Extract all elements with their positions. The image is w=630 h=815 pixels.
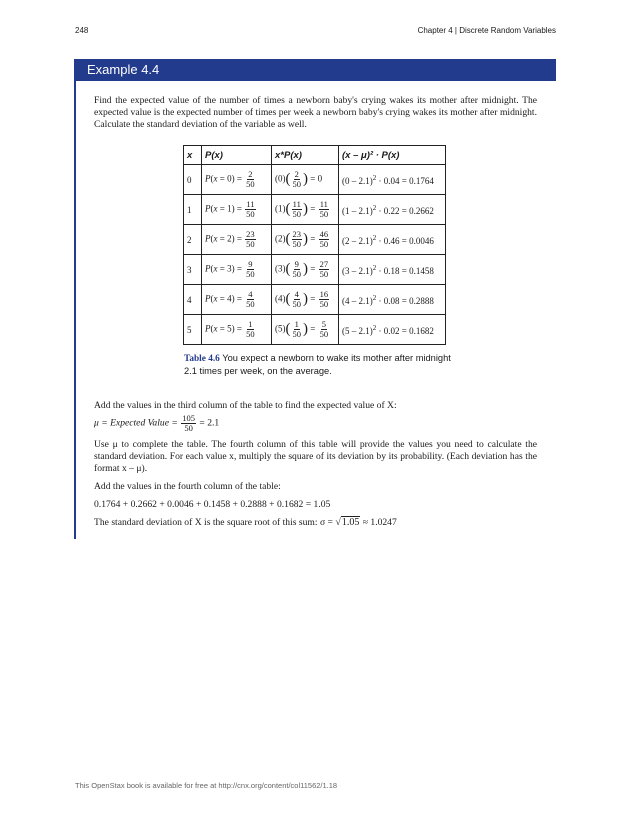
- expected-value-table: [183, 145, 446, 345]
- deviation-cell: (0 – 2.1)$^2$ · 0.04 = 0.1764: [339, 165, 446, 195]
- deviation-cell: (2 – 2.1)$^2$ · 0.46 = 0.0046: [339, 225, 446, 255]
- xpx-cell: (0)( $\frac{2}{50}$ ) = 0: [272, 165, 339, 195]
- table-header-cell: P(x): [202, 146, 272, 165]
- deviation-cell: (4 – 2.1)$^2$ · 0.08 = 0.2888: [339, 285, 446, 315]
- x-cell: 1: [184, 195, 202, 225]
- standard-deviation-line: [94, 517, 537, 529]
- x-cell: 0: [184, 165, 202, 195]
- table-row: [184, 315, 446, 345]
- xpx-cell: (4)( $\frac{4}{50}$ ) = $\frac{16}{50}$: [272, 285, 339, 315]
- table-row: [184, 165, 446, 195]
- table-row: [184, 225, 446, 255]
- mu-rhs: = 2.1: [199, 417, 220, 429]
- problem-text: Find the expected value of the number of times a newborn baby's crying wakes its mother after midnight. The expected value is the expected number of times per week a newborn baby's crying wakes its mother after midnight. Calculate the standard deviation of the variable as well.: [94, 95, 537, 130]
- problem-statement: [94, 95, 537, 131]
- px-cell: P(x = 3) = $\frac{9}{50}$: [202, 255, 272, 285]
- deviation-cell: (3 – 2.1)$^2$ · 0.18 = 0.1458: [339, 255, 446, 285]
- example-banner: [75, 59, 556, 81]
- x-cell: 2: [184, 225, 202, 255]
- table-header-row: [184, 146, 446, 165]
- example-left-rule: [74, 59, 76, 539]
- expected-value-equation: [94, 414, 537, 433]
- solution-step-3: Add the values in the fourth column of the table:: [94, 481, 281, 492]
- page-number: 248: [75, 26, 89, 35]
- xpx-cell: (3)( $\frac{9}{50}$ ) = $\frac{27}{50}$: [272, 255, 339, 285]
- table-row: [184, 285, 446, 315]
- px-cell: P(x = 5) = $\frac{1}{50}$: [202, 315, 272, 345]
- px-cell: P(x = 4) = $\frac{4}{50}$: [202, 285, 272, 315]
- x-cell: 5: [184, 315, 202, 345]
- x-cell: 4: [184, 285, 202, 315]
- px-cell: P(x = 0) = $\frac{2}{50}$: [202, 165, 272, 195]
- mu-lhs: μ = Expected Value =: [94, 417, 178, 429]
- px-cell: P(x = 2) = $\frac{23}{50}$: [202, 225, 272, 255]
- solution: [94, 400, 537, 529]
- table-caption-text: You expect a newborn to wake its mother after midnight 2.1 times per week, on the average.: [184, 353, 451, 376]
- table-row: [184, 195, 446, 225]
- solution-step-1: Add the values in the third column of the table to find the expected value of X:: [94, 400, 397, 411]
- example-title: Example 4.4: [87, 62, 160, 77]
- table-header-cell: (x – μ)² · P(x): [339, 146, 446, 165]
- sd-text: The standard deviation of X is the square root of this sum: σ =: [94, 517, 333, 528]
- square-root: √1.05: [335, 517, 360, 528]
- xpx-cell: (2)( $\frac{23}{50}$ ) = $\frac{46}{50}$: [272, 225, 339, 255]
- px-cell: P(x = 1) = $\frac{11}{50}$: [202, 195, 272, 225]
- table-header-cell: x: [184, 146, 202, 165]
- x-cell: 3: [184, 255, 202, 285]
- table-row: [184, 255, 446, 285]
- solution-step-2: Use μ to complete the table. The fourth column of this table will provide the values you need to calculate the standard deviation. For each value x, multiply the square of its deviation by its probability. (Each deviation has the format x – μ).: [94, 439, 537, 474]
- chapter-title: Chapter 4 | Discrete Random Variables: [417, 26, 556, 35]
- table-header-cell: x*P(x): [272, 146, 339, 165]
- deviation-cell: (5 – 2.1)$^2$ · 0.02 = 0.1682: [339, 315, 446, 345]
- sum-equation: 0.1764 + 0.2662 + 0.0046 + 0.1458 + 0.2888 + 0.1682 = 1.05: [94, 499, 331, 510]
- deviation-cell: (1 – 2.1)$^2$ · 0.22 = 0.2662: [339, 195, 446, 225]
- xpx-cell: (5)( $\frac{1}{50}$ ) = $\frac{5}{50}$: [272, 315, 339, 345]
- xpx-cell: (1)( $\frac{11}{50}$ ) = $\frac{11}{50}$: [272, 195, 339, 225]
- sd-result: ≈ 1.0247: [362, 517, 397, 528]
- footer-note: This OpenStax book is available for free at http://cnx.org/content/col11562/1.18: [75, 781, 338, 790]
- table-caption: [184, 352, 454, 377]
- mu-fraction: $\frac{105}{50}$: [182, 413, 195, 433]
- table-caption-label: Table 4.6: [184, 354, 220, 364]
